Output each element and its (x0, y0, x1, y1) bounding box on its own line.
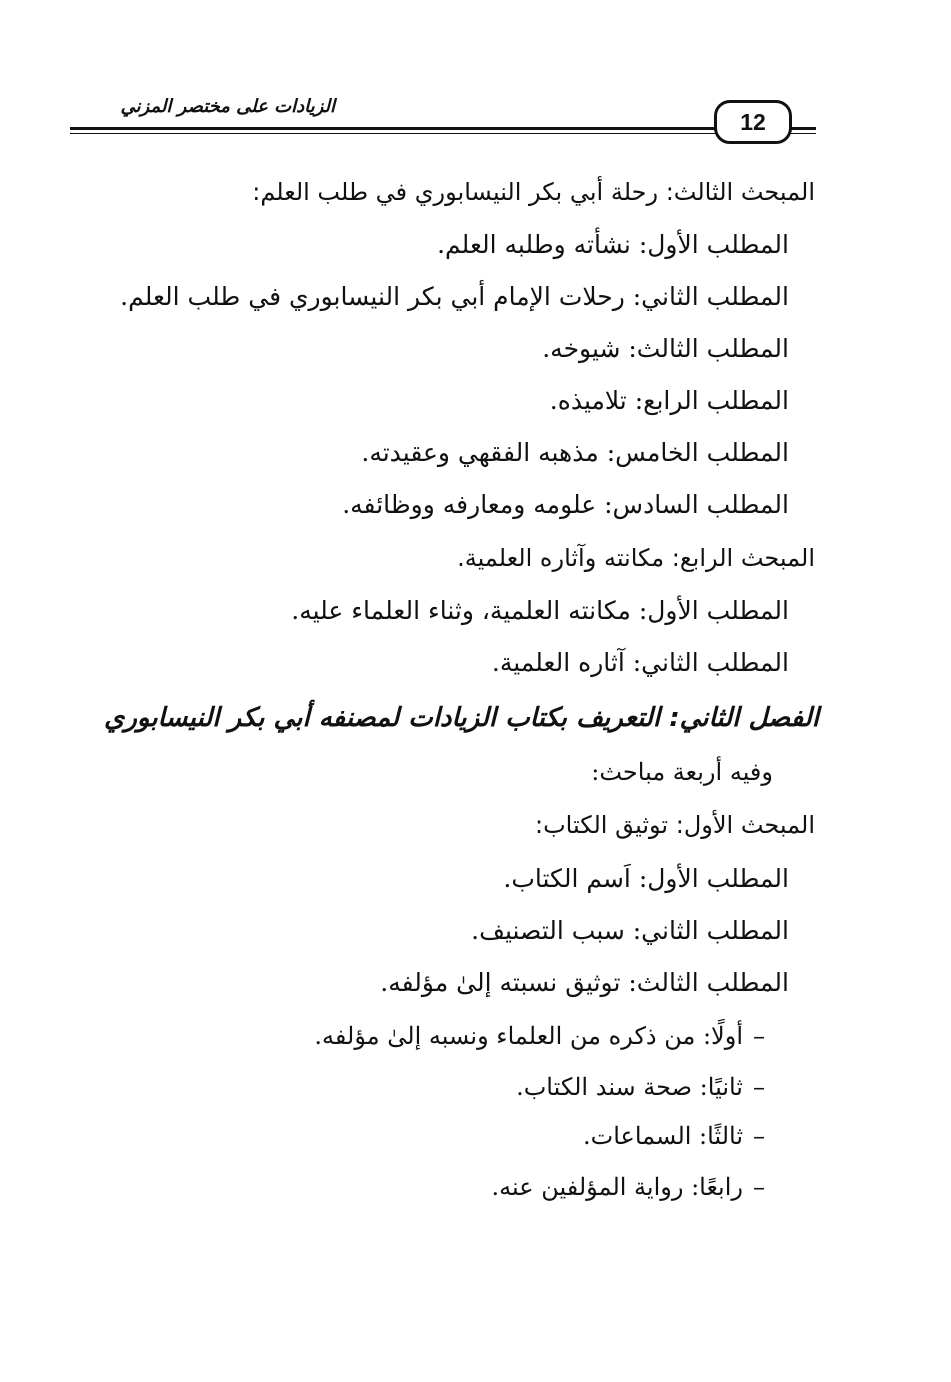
matlab-text: مذهبه الفقهي وعقيدته. (361, 438, 599, 467)
dash-line (516, 1075, 765, 1099)
dash-line (314, 1024, 765, 1048)
dash-bullet: – (753, 1173, 765, 1201)
dash-label: أولًا: (695, 1022, 743, 1050)
matlab-line (550, 388, 789, 413)
intro-text: وفيه أربعة مباحث: (591, 758, 773, 786)
intro-line (591, 760, 773, 784)
mabhath-text: مكانته وآثاره العلمية. (457, 544, 665, 572)
matlab-label: المطلب الثاني: (624, 648, 789, 677)
dash-line (492, 1175, 765, 1199)
matlab-label: المطلب الثالث: (620, 968, 789, 997)
dash-label: رابعًا: (683, 1173, 743, 1201)
dash-bullet: – (753, 1073, 765, 1101)
matlab-text: آثاره العلمية. (491, 648, 625, 677)
running-title: الزيادات على مختصر المزني (117, 96, 339, 117)
matlab-line (361, 440, 789, 465)
mabhath-label: المبحث الثالث: (658, 178, 815, 206)
matlab-line (342, 492, 789, 517)
matlab-label: المطلب السادس: (596, 490, 789, 519)
matlab-label: المطلب الثاني: (624, 282, 789, 311)
dash-text: السماعات. (582, 1122, 692, 1150)
matlab-text: سبب التصنيف. (471, 916, 625, 945)
chapter-text: التعريف بكتاب الزيادات لمصنفه أبي بكر النيسابوري (103, 703, 661, 733)
matlab-line (503, 866, 789, 891)
header-rule (70, 127, 816, 130)
mabhath-text: توثيق الكتاب: (534, 811, 669, 839)
matlab-label: المطلب الأول: (630, 230, 789, 259)
dash-text: صحة سند الكتاب. (516, 1073, 693, 1101)
matlab-text: مكانته العلمية، وثناء العلماء عليه. (291, 596, 631, 625)
matlab-line (291, 598, 789, 623)
header-rule-thin (70, 133, 816, 134)
matlab-line (542, 336, 789, 361)
dash-label: ثالثًا: (691, 1122, 743, 1150)
matlab-label: المطلب الأول: (630, 596, 789, 625)
mabhath-line (457, 546, 815, 570)
dash-text: رواية المؤلفين عنه. (491, 1173, 684, 1201)
matlab-label: المطلب الخامس: (598, 438, 789, 467)
mabhath-line (535, 813, 815, 837)
matlab-text: شيوخه. (542, 334, 621, 363)
matlab-text: تلاميذه. (549, 386, 627, 415)
mabhath-line (252, 180, 815, 204)
matlab-text: علومه ومعارفه ووظائفه. (342, 490, 597, 519)
matlab-text: اَسم الكتاب. (503, 864, 631, 893)
matlab-line (492, 650, 789, 675)
dash-label: ثانيًا: (692, 1073, 743, 1101)
dash-bullet: – (753, 1022, 765, 1050)
matlab-line (120, 284, 789, 309)
page-number: 12 (714, 100, 792, 144)
chapter-line (104, 705, 819, 731)
matlab-line (380, 970, 789, 995)
matlab-label: المطلب الثالث: (620, 334, 789, 363)
dash-bullet: – (753, 1122, 765, 1150)
dash-text: من ذكره من العلماء ونسبه إلىٰ مؤلفه. (314, 1022, 696, 1050)
mabhath-label: المبحث الرابع: (664, 544, 815, 572)
matlab-label: المطلب الثاني: (624, 916, 789, 945)
matlab-text: رحلات الإمام أبي بكر النيسابوري في طلب العلم. (120, 282, 625, 311)
mabhath-text: رحلة أبي بكر النيسابوري في طلب العلم: (252, 178, 659, 206)
matlab-label: المطلب الأول: (630, 864, 789, 893)
matlab-line (437, 232, 789, 257)
dash-line (583, 1124, 765, 1148)
chapter-label: الفصل الثاني: (660, 703, 819, 733)
matlab-text: نشأته وطلبه العلم. (437, 230, 631, 259)
matlab-label: المطلب الرابع: (626, 386, 789, 415)
mabhath-label: المبحث الأول: (668, 811, 815, 839)
matlab-line (471, 918, 789, 943)
matlab-text: توثيق نسبته إلىٰ مؤلفه. (380, 968, 621, 997)
